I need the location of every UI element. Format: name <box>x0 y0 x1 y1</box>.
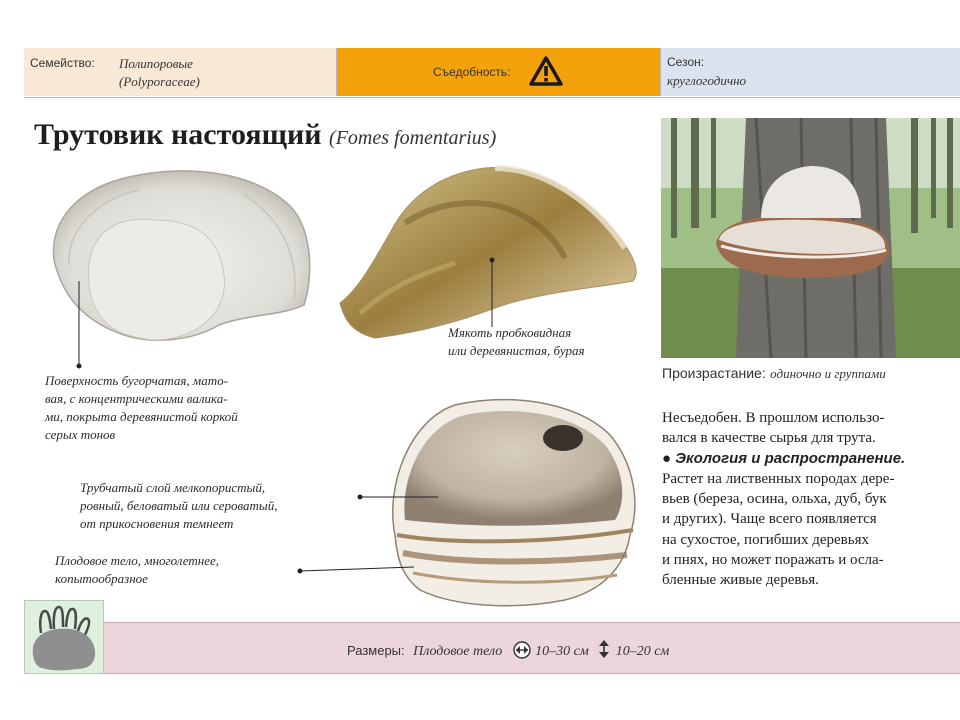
ecology-heading <box>662 449 960 469</box>
flesh-caption <box>448 324 585 360</box>
sizes-body-label: Плодовое тело <box>413 644 503 659</box>
caption-line: Мякоть пробковидная <box>448 325 572 340</box>
caption-line: серых тонов <box>45 427 116 442</box>
page-title <box>34 118 496 152</box>
season-value: круглогодично <box>667 73 747 88</box>
title-name: Трутовик настоящий <box>34 118 322 151</box>
caption-line: Плодовое тело, многолетнее, <box>55 553 219 568</box>
edibility-cell <box>337 48 661 96</box>
description-line: Несъедобен. В прошлом использо- <box>662 410 885 426</box>
surface-caption <box>45 372 238 444</box>
caption-line: вая, с концентрическими валика- <box>45 391 228 406</box>
size-width: 10–30 см <box>535 644 589 659</box>
size-height: 10–20 см <box>615 644 670 659</box>
caption-line: ровный, беловатый или сероватый, <box>80 498 278 513</box>
family-name: Полипоровые <box>119 56 193 71</box>
width-arrows-icon <box>513 641 531 659</box>
title-latin: (Fomes fomentarius) <box>329 127 497 149</box>
caption-line: Поверхность бугорчатая, мато- <box>45 373 228 388</box>
description-line: и пнях, но может поражать и осла- <box>662 552 884 569</box>
description-block <box>662 408 960 591</box>
height-arrows-icon <box>597 639 611 659</box>
growth-value: одиночно и группами <box>770 366 886 381</box>
tree-photo-image <box>661 118 960 358</box>
bullet-icon: ● <box>662 449 672 467</box>
mushroom-silhouette-icon <box>29 605 99 671</box>
season-cell <box>661 48 960 96</box>
family-label: Семейство: <box>30 56 95 70</box>
warning-triangle-icon <box>528 55 564 87</box>
fruit-body-caption <box>55 552 219 588</box>
surface-pointer <box>72 278 86 373</box>
flesh-pointer <box>485 255 499 330</box>
growth-label: Произрастание: <box>662 365 766 381</box>
description-line: вался в качестве сырья для трута. <box>662 430 876 447</box>
mushroom-underside-image <box>385 395 640 610</box>
ecology-heading-text: Экология и распространение. <box>675 449 906 467</box>
mushroom-silhouette-box <box>24 600 104 674</box>
caption-line: копытообразное <box>55 571 148 586</box>
edibility-label: Съедобность: <box>433 65 511 79</box>
season-label: Сезон: <box>667 55 705 69</box>
caption-line: или деревянистая, бурая <box>448 343 585 358</box>
family-latin: (Polyporaceae) <box>119 74 200 89</box>
sizes-bar <box>104 622 960 674</box>
description-line: вьев (береза, осина, ольха, дуб, бук <box>662 491 887 508</box>
sizes-label: Размеры: <box>347 643 405 658</box>
caption-line: ми, покрыта деревянистой коркой <box>45 409 238 424</box>
sizes-row <box>347 639 669 660</box>
description-line: Растет на лиственных породах дере- <box>662 470 895 487</box>
description-line: бленные живые деревья. <box>662 572 819 589</box>
tubular-pointer <box>356 492 441 502</box>
growth-line <box>662 365 886 383</box>
caption-line: Трубчатый слой мелкопористый, <box>80 480 266 495</box>
description-line: на сухостое, погибших деревьях <box>662 531 869 548</box>
tubular-caption <box>80 479 278 533</box>
family-cell <box>24 48 337 96</box>
fruit-body-pointer <box>296 562 416 578</box>
caption-line: от прикосновения темнеет <box>80 516 234 531</box>
description-line: и других). Чаще всего появляется <box>662 511 877 528</box>
